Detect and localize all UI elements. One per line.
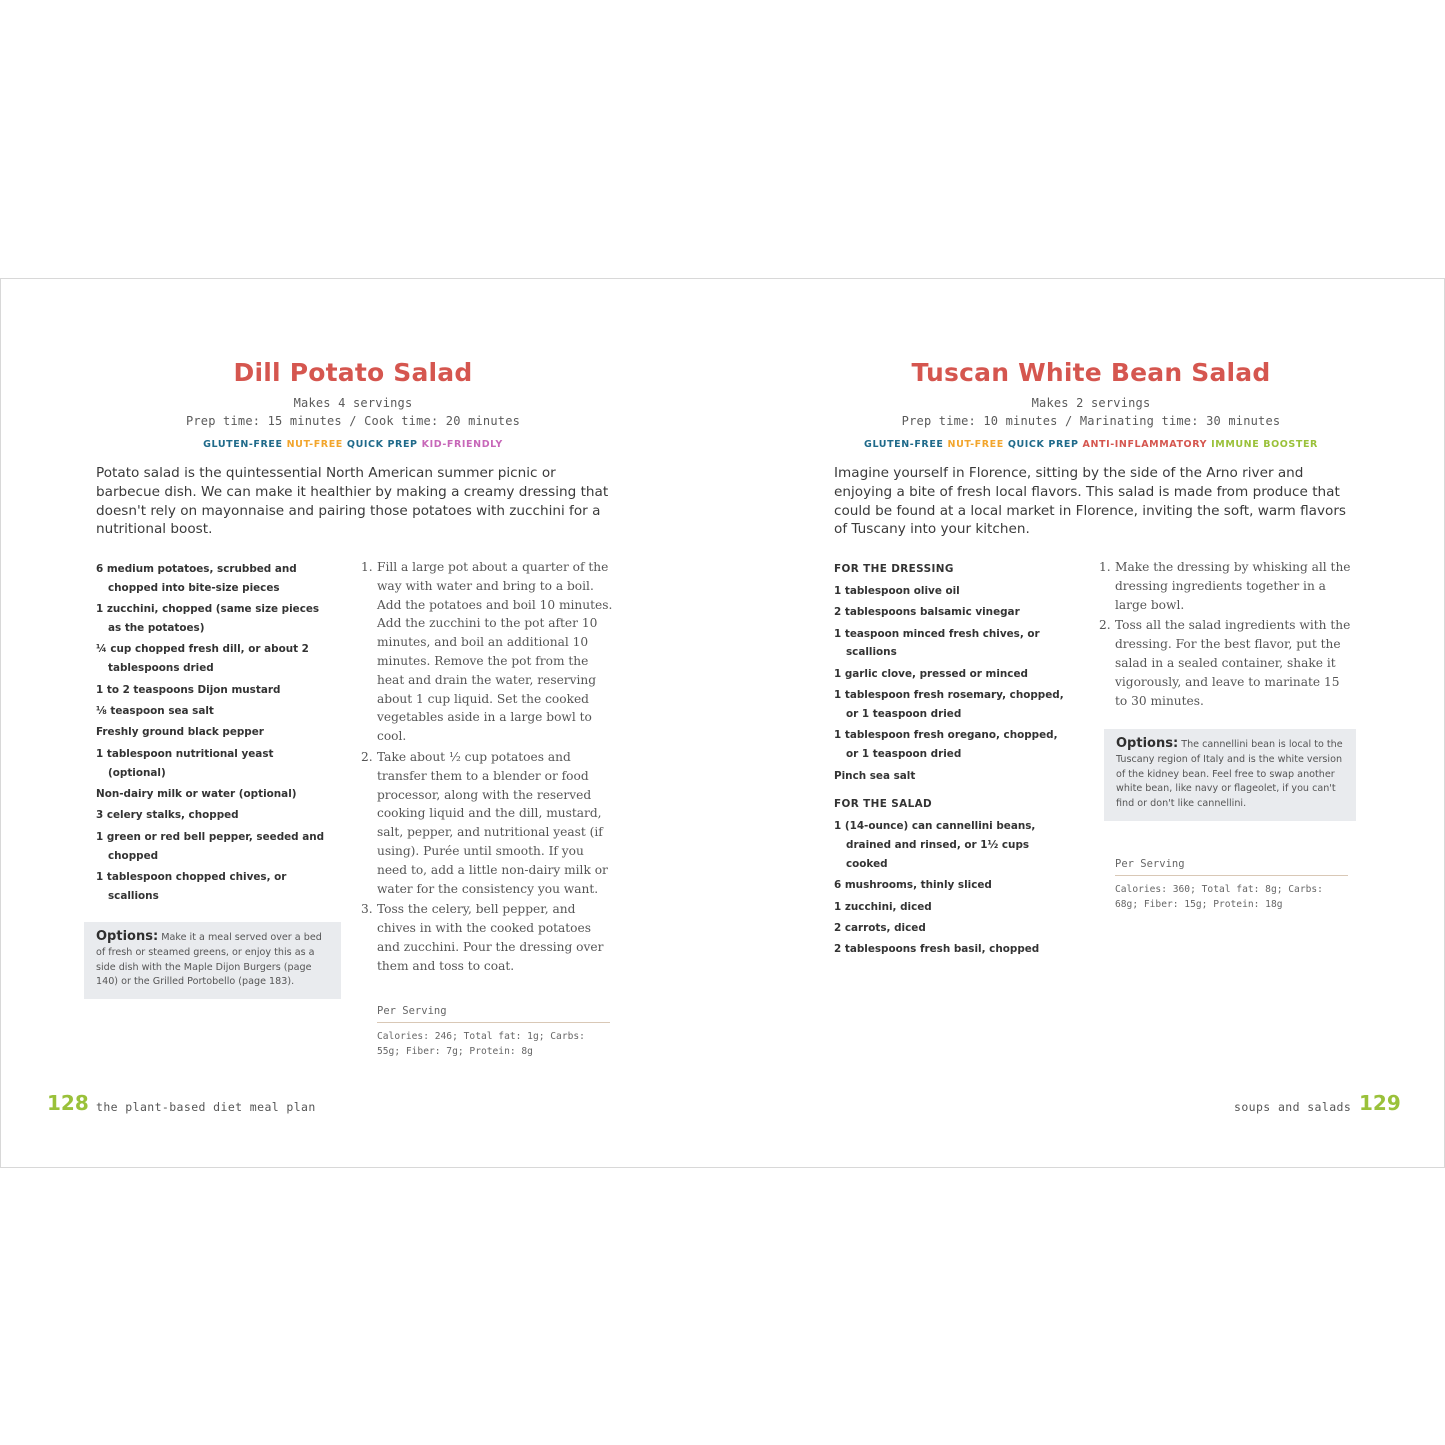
times-left: Prep time: 15 minutes / Cook time: 20 minutes	[185, 414, 521, 428]
ingredient: 1 tablespoon chopped chives, or scallions	[96, 870, 287, 902]
step-number: 1.	[361, 560, 373, 574]
ingredient: 1 zucchini, diced	[834, 900, 932, 913]
ingredient: 1 teaspoon minced fresh chives, or scallions	[834, 627, 1040, 659]
per-serving-right	[1115, 858, 1348, 912]
step	[361, 748, 613, 898]
step-number: 1.	[1099, 560, 1111, 574]
ingredient: 2 carrots, diced	[834, 921, 926, 934]
page-number-right: 129	[1359, 1091, 1401, 1115]
ingredient: 1 tablespoon nutritional yeast (optional)	[96, 747, 274, 779]
ingredient: 2 tablespoons fresh basil, chopped	[834, 943, 1040, 956]
ingredient: 1 tablespoon fresh oregano, chopped, or 1 teaspoon dried	[834, 729, 1058, 761]
servings-right: Makes 2 servings	[1031, 396, 1151, 410]
ingredients-column-right	[834, 560, 1070, 962]
step	[361, 900, 613, 975]
ingredient: ⅛ teaspoon sea salt	[96, 704, 214, 717]
tag: NUT-FREE	[947, 439, 1004, 450]
ingredient: 1 garlic clove, pressed or minced	[834, 667, 1028, 680]
options-text: Make it a meal served over a bed of fresh or steamed greens, or enjoy this as a side dish with the Maple Dijon Burgers (page 140) or the Grilled Portobello (page 183).	[96, 932, 322, 988]
step-text: Make the dressing by whisking all the dressing ingredients together in a large bowl.	[1115, 560, 1351, 612]
ingredient: 2 tablespoons balsamic vinegar	[834, 606, 1020, 619]
options-text: The cannellini bean is local to the Tuscany region of Italy and is the white version of the kidney bean. Feel free to swap another white bean, like navy or flageolet, if you can't find or don't like cannellini.	[1116, 739, 1343, 810]
steps-list-left	[361, 558, 613, 978]
per-serving-label: Per Serving	[1115, 858, 1348, 876]
ingredient: Non-dairy milk or water (optional)	[96, 787, 297, 800]
step-number: 3.	[361, 902, 373, 917]
ingredient: 6 medium potatoes, scrubbed and chopped into bite-size pieces	[96, 563, 297, 594]
ingredient: ¼ cup chopped fresh dill, or about 2 tablespoons dried	[96, 643, 309, 675]
ingredient: 1 green or red bell pepper, seeded and chopped	[96, 830, 325, 862]
intro-left: Potato salad is the quintessential North American summer picnic or barbecue dish. We can make it healthier by making a creamy dressing that doesn't rely on mayonnaise and pairing those potatoes with zucchini for a nutritional boost.	[96, 465, 609, 538]
dressing-list	[834, 582, 1070, 786]
dressing-heading: FOR THE DRESSING	[834, 563, 954, 575]
ingredients-list-left	[96, 560, 331, 908]
ingredient: Pinch sea salt	[834, 769, 916, 782]
step	[1099, 558, 1351, 614]
step-text: Toss all the salad ingredients with the dressing. For the best flavor, put the salad in a sealed container, shake it vigorously, and leave to marinate 15 to 30 minutes.	[1115, 618, 1351, 708]
running-footer-left: the plant-based diet meal plan	[96, 1100, 316, 1114]
ingredient: 1 to 2 teaspoons Dijon mustard	[96, 683, 281, 696]
tag: NUT-FREE	[286, 439, 343, 450]
intro-right: Imagine yourself in Florence, sitting by the side of the Arno river and enjoying a bite of fresh local flavors. This salad is made from produce that could be found at a local market in Florence, inviting the soft, warm flavors of Tuscany into your kitchen.	[834, 465, 1347, 538]
options-box-right	[1104, 729, 1356, 821]
per-serving-text: Calories: 246; Total fat: 1g; Carbs: 55g; Fiber: 7g; Protein: 8g	[377, 1031, 585, 1057]
diet-tags-left	[120, 439, 586, 450]
ingredient: 1 tablespoon olive oil	[834, 584, 960, 597]
per-serving-label: Per Serving	[377, 1005, 610, 1023]
step	[361, 558, 613, 746]
times-right: Prep time: 10 minutes / Marinating time: 30 minutes	[901, 414, 1281, 428]
tag: GLUTEN-FREE	[203, 439, 283, 450]
tag: ANTI-INFLAMMATORY	[1082, 439, 1208, 450]
step	[1099, 616, 1351, 710]
tag: IMMUNE BOOSTER	[1211, 439, 1318, 450]
ingredient: Freshly ground black pepper	[96, 726, 264, 739]
per-serving-left	[377, 1005, 610, 1059]
steps-list-right	[1099, 558, 1351, 712]
tag: QUICK PREP	[1007, 439, 1079, 450]
options-label: Options:	[1116, 736, 1179, 751]
step-number: 2.	[1099, 618, 1111, 633]
ingredient: 1 (14-ounce) can cannellini beans, drained and rinsed, or 1½ cups cooked	[834, 820, 1036, 870]
ingredient: 6 mushrooms, thinly sliced	[834, 879, 992, 892]
running-footer-right: soups and salads	[1234, 1100, 1352, 1114]
ingredient: 1 zucchini, chopped (same size pieces as the potatoes)	[96, 603, 320, 634]
tag: KID-FRIENDLY	[421, 439, 503, 450]
ingredient: 3 celery stalks, chopped	[96, 809, 239, 822]
ingredient: 1 tablespoon fresh rosemary, chopped, or 1 teaspoon dried	[834, 689, 1064, 720]
step-text: Take about ½ cup potatoes and transfer them to a blender or food processor, along with the reserved cooking liquid and the dill, mustard, salt, pepper, and nutritional yeast (if using). Purée until smooth. If you need to, add a little non-dairy milk or water for the consistency you want.	[377, 749, 608, 896]
step-text: Fill a large pot about a quarter of the way with water and bring to a boil. Add the potatoes and boil 10 minutes. Add the zucchini to the pot after 10 minutes, and boil an additional 10 minutes. Remove the pot from the heat and drain the water, reserving about 1 cup liquid. Set the cooked vegetables aside in a large bowl to cool.	[377, 560, 613, 744]
step-text: Toss the celery, bell pepper, and chives in with the cooked potatoes and zucchini. Pour the dressing over them and toss to coat.	[377, 902, 604, 973]
recipe-title-left: Dill Potato Salad	[233, 358, 473, 387]
options-box-left	[84, 922, 341, 999]
tag: QUICK PREP	[346, 439, 418, 450]
per-serving-text: Calories: 360; Total fat: 8g; Carbs: 68g; Fiber: 15g; Protein: 18g	[1115, 884, 1323, 910]
page-number-left: 128	[47, 1091, 89, 1115]
step-number: 2.	[361, 749, 373, 764]
salad-heading: FOR THE SALAD	[834, 798, 933, 811]
salad-list	[834, 817, 1070, 959]
servings-left: Makes 4 servings	[293, 396, 413, 410]
recipe-title-right: Tuscan White Bean Salad	[911, 358, 1271, 387]
options-label: Options:	[96, 929, 159, 944]
diet-tags-right	[830, 439, 1352, 450]
tag: GLUTEN-FREE	[864, 439, 944, 450]
